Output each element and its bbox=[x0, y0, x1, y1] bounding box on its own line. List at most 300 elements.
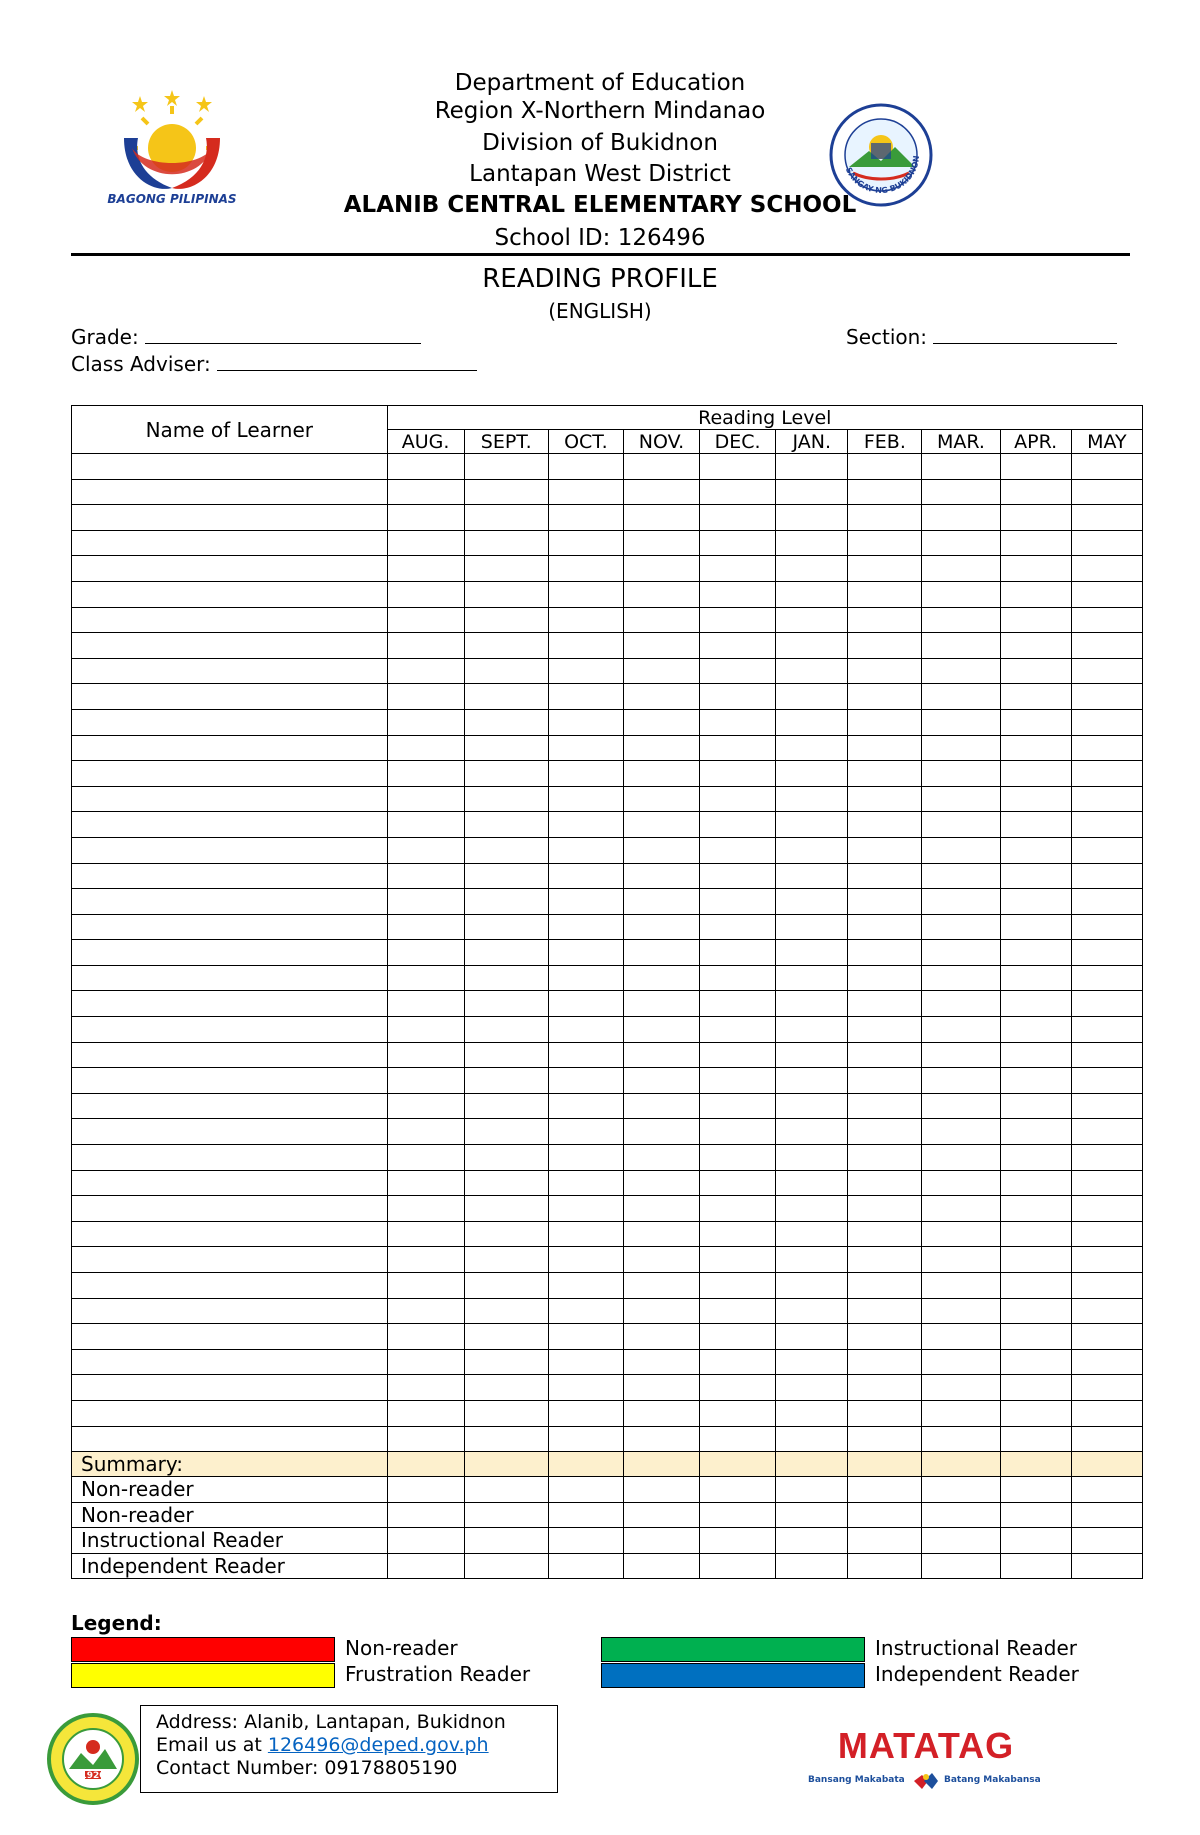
reading-level-cell[interactable] bbox=[922, 607, 1000, 633]
reading-level-cell[interactable] bbox=[1000, 1017, 1071, 1043]
reading-level-cell[interactable] bbox=[387, 735, 464, 761]
table-cell[interactable] bbox=[464, 1528, 548, 1554]
reading-level-cell[interactable] bbox=[623, 1400, 699, 1426]
table-cell[interactable] bbox=[776, 1502, 848, 1528]
learner-name-cell[interactable] bbox=[72, 786, 388, 812]
table-cell[interactable] bbox=[848, 1452, 922, 1477]
reading-level-cell[interactable] bbox=[1071, 1324, 1142, 1350]
reading-level-cell[interactable] bbox=[922, 863, 1000, 889]
reading-level-cell[interactable] bbox=[464, 863, 548, 889]
reading-level-cell[interactable] bbox=[387, 658, 464, 684]
reading-level-cell[interactable] bbox=[1071, 1400, 1142, 1426]
grade-blank[interactable] bbox=[145, 325, 421, 344]
reading-level-cell[interactable] bbox=[387, 761, 464, 787]
reading-level-cell[interactable] bbox=[548, 1273, 623, 1299]
reading-level-cell[interactable] bbox=[387, 940, 464, 966]
reading-level-cell[interactable] bbox=[700, 607, 776, 633]
table-cell[interactable] bbox=[1071, 1528, 1142, 1554]
reading-level-cell[interactable] bbox=[1071, 479, 1142, 505]
reading-level-cell[interactable] bbox=[548, 1375, 623, 1401]
table-cell[interactable] bbox=[387, 1553, 464, 1579]
reading-level-cell[interactable] bbox=[1000, 1375, 1071, 1401]
reading-level-cell[interactable] bbox=[848, 863, 922, 889]
reading-level-cell[interactable] bbox=[700, 1298, 776, 1324]
reading-level-cell[interactable] bbox=[848, 812, 922, 838]
reading-level-cell[interactable] bbox=[848, 1170, 922, 1196]
reading-level-cell[interactable] bbox=[700, 684, 776, 710]
table-cell[interactable] bbox=[464, 1452, 548, 1477]
reading-level-cell[interactable] bbox=[848, 1068, 922, 1094]
reading-level-cell[interactable] bbox=[1071, 837, 1142, 863]
table-cell[interactable] bbox=[1000, 1452, 1071, 1477]
reading-level-cell[interactable] bbox=[1000, 1349, 1071, 1375]
learner-name-cell[interactable] bbox=[72, 991, 388, 1017]
reading-level-cell[interactable] bbox=[464, 1400, 548, 1426]
table-cell[interactable] bbox=[1071, 1502, 1142, 1528]
reading-level-cell[interactable] bbox=[848, 1247, 922, 1273]
reading-level-cell[interactable] bbox=[1071, 1298, 1142, 1324]
reading-level-cell[interactable] bbox=[700, 1068, 776, 1094]
reading-level-cell[interactable] bbox=[922, 505, 1000, 531]
reading-level-cell[interactable] bbox=[1071, 1119, 1142, 1145]
reading-level-cell[interactable] bbox=[623, 709, 699, 735]
reading-level-cell[interactable] bbox=[922, 658, 1000, 684]
reading-level-cell[interactable] bbox=[1000, 735, 1071, 761]
reading-level-cell[interactable] bbox=[623, 1349, 699, 1375]
reading-level-cell[interactable] bbox=[1000, 709, 1071, 735]
reading-level-cell[interactable] bbox=[922, 812, 1000, 838]
table-cell[interactable] bbox=[1071, 1553, 1142, 1579]
table-cell[interactable] bbox=[776, 1452, 848, 1477]
reading-level-cell[interactable] bbox=[548, 1426, 623, 1452]
reading-level-cell[interactable] bbox=[623, 761, 699, 787]
reading-level-cell[interactable] bbox=[623, 914, 699, 940]
table-cell[interactable] bbox=[548, 1528, 623, 1554]
reading-level-cell[interactable] bbox=[387, 505, 464, 531]
reading-level-cell[interactable] bbox=[776, 1170, 848, 1196]
reading-level-cell[interactable] bbox=[700, 1221, 776, 1247]
reading-level-cell[interactable] bbox=[387, 889, 464, 915]
section-field[interactable] bbox=[846, 325, 1117, 349]
reading-level-cell[interactable] bbox=[1071, 709, 1142, 735]
reading-level-cell[interactable] bbox=[1000, 786, 1071, 812]
email-link[interactable]: 126496@deped.gov.ph bbox=[267, 1734, 489, 1756]
table-cell[interactable] bbox=[1000, 1528, 1071, 1554]
learner-name-cell[interactable] bbox=[72, 633, 388, 659]
reading-level-cell[interactable] bbox=[776, 581, 848, 607]
table-cell[interactable] bbox=[623, 1502, 699, 1528]
reading-level-cell[interactable] bbox=[776, 1273, 848, 1299]
reading-level-cell[interactable] bbox=[1071, 889, 1142, 915]
reading-level-cell[interactable] bbox=[464, 505, 548, 531]
reading-level-cell[interactable] bbox=[548, 1196, 623, 1222]
reading-level-cell[interactable] bbox=[700, 735, 776, 761]
reading-level-cell[interactable] bbox=[1000, 914, 1071, 940]
reading-level-cell[interactable] bbox=[387, 607, 464, 633]
reading-level-cell[interactable] bbox=[464, 633, 548, 659]
reading-level-cell[interactable] bbox=[387, 965, 464, 991]
learner-name-cell[interactable] bbox=[72, 1349, 388, 1375]
reading-level-cell[interactable] bbox=[548, 1247, 623, 1273]
reading-level-cell[interactable] bbox=[464, 1093, 548, 1119]
reading-level-cell[interactable] bbox=[623, 479, 699, 505]
reading-level-cell[interactable] bbox=[387, 1170, 464, 1196]
reading-level-cell[interactable] bbox=[387, 530, 464, 556]
reading-level-cell[interactable] bbox=[1071, 530, 1142, 556]
reading-level-cell[interactable] bbox=[623, 1375, 699, 1401]
reading-level-cell[interactable] bbox=[700, 658, 776, 684]
reading-level-cell[interactable] bbox=[848, 914, 922, 940]
table-cell[interactable] bbox=[1071, 1477, 1142, 1503]
reading-level-cell[interactable] bbox=[776, 1221, 848, 1247]
reading-level-cell[interactable] bbox=[776, 1400, 848, 1426]
reading-level-cell[interactable] bbox=[848, 505, 922, 531]
table-cell[interactable] bbox=[464, 1477, 548, 1503]
reading-level-cell[interactable] bbox=[922, 761, 1000, 787]
reading-level-cell[interactable] bbox=[922, 1119, 1000, 1145]
reading-level-cell[interactable] bbox=[387, 1042, 464, 1068]
learner-name-cell[interactable] bbox=[72, 1247, 388, 1273]
reading-level-cell[interactable] bbox=[548, 454, 623, 480]
table-cell[interactable] bbox=[387, 1528, 464, 1554]
learner-name-cell[interactable] bbox=[72, 1068, 388, 1094]
reading-level-cell[interactable] bbox=[548, 709, 623, 735]
table-cell[interactable] bbox=[1000, 1553, 1071, 1579]
reading-level-cell[interactable] bbox=[464, 1145, 548, 1171]
reading-level-cell[interactable] bbox=[776, 607, 848, 633]
reading-level-cell[interactable] bbox=[1000, 965, 1071, 991]
reading-level-cell[interactable] bbox=[1000, 1247, 1071, 1273]
reading-level-cell[interactable] bbox=[700, 1093, 776, 1119]
reading-level-cell[interactable] bbox=[464, 479, 548, 505]
table-cell[interactable] bbox=[922, 1502, 1000, 1528]
reading-level-cell[interactable] bbox=[464, 1017, 548, 1043]
table-cell[interactable] bbox=[1000, 1477, 1071, 1503]
table-cell[interactable] bbox=[700, 1528, 776, 1554]
reading-level-cell[interactable] bbox=[922, 1145, 1000, 1171]
reading-level-cell[interactable] bbox=[464, 556, 548, 582]
reading-level-cell[interactable] bbox=[848, 581, 922, 607]
learner-name-cell[interactable] bbox=[72, 1221, 388, 1247]
adviser-blank[interactable] bbox=[217, 352, 477, 371]
reading-level-cell[interactable] bbox=[848, 1221, 922, 1247]
learner-name-cell[interactable] bbox=[72, 761, 388, 787]
reading-level-cell[interactable] bbox=[1071, 556, 1142, 582]
table-cell[interactable] bbox=[548, 1553, 623, 1579]
reading-level-cell[interactable] bbox=[922, 633, 1000, 659]
reading-level-cell[interactable] bbox=[464, 1298, 548, 1324]
reading-level-cell[interactable] bbox=[700, 1170, 776, 1196]
reading-level-cell[interactable] bbox=[1000, 1170, 1071, 1196]
learner-name-cell[interactable] bbox=[72, 1298, 388, 1324]
reading-level-cell[interactable] bbox=[548, 607, 623, 633]
reading-level-cell[interactable] bbox=[464, 812, 548, 838]
table-cell[interactable] bbox=[387, 1477, 464, 1503]
reading-level-cell[interactable] bbox=[848, 479, 922, 505]
reading-level-cell[interactable] bbox=[848, 965, 922, 991]
reading-level-cell[interactable] bbox=[464, 607, 548, 633]
reading-level-cell[interactable] bbox=[464, 991, 548, 1017]
table-cell[interactable] bbox=[1071, 1452, 1142, 1477]
reading-level-cell[interactable] bbox=[548, 812, 623, 838]
learner-name-cell[interactable] bbox=[72, 684, 388, 710]
reading-level-cell[interactable] bbox=[1000, 991, 1071, 1017]
learner-name-cell[interactable] bbox=[72, 530, 388, 556]
reading-level-cell[interactable] bbox=[548, 1017, 623, 1043]
learner-name-cell[interactable] bbox=[72, 863, 388, 889]
reading-level-cell[interactable] bbox=[623, 1093, 699, 1119]
reading-level-cell[interactable] bbox=[387, 837, 464, 863]
reading-level-cell[interactable] bbox=[776, 530, 848, 556]
reading-level-cell[interactable] bbox=[1071, 991, 1142, 1017]
reading-level-cell[interactable] bbox=[848, 530, 922, 556]
reading-level-cell[interactable] bbox=[700, 581, 776, 607]
reading-level-cell[interactable] bbox=[548, 914, 623, 940]
reading-level-cell[interactable] bbox=[548, 940, 623, 966]
reading-level-cell[interactable] bbox=[464, 940, 548, 966]
reading-level-cell[interactable] bbox=[1000, 556, 1071, 582]
table-cell[interactable] bbox=[700, 1452, 776, 1477]
reading-level-cell[interactable] bbox=[776, 761, 848, 787]
learner-name-cell[interactable] bbox=[72, 965, 388, 991]
reading-level-cell[interactable] bbox=[848, 454, 922, 480]
reading-level-cell[interactable] bbox=[464, 837, 548, 863]
reading-level-cell[interactable] bbox=[776, 556, 848, 582]
reading-level-cell[interactable] bbox=[700, 530, 776, 556]
reading-level-cell[interactable] bbox=[387, 914, 464, 940]
reading-level-cell[interactable] bbox=[464, 1170, 548, 1196]
learner-name-cell[interactable] bbox=[72, 735, 388, 761]
reading-level-cell[interactable] bbox=[700, 1324, 776, 1350]
reading-level-cell[interactable] bbox=[1000, 1145, 1071, 1171]
reading-level-cell[interactable] bbox=[548, 1093, 623, 1119]
table-cell[interactable] bbox=[700, 1477, 776, 1503]
reading-level-cell[interactable] bbox=[848, 735, 922, 761]
reading-level-cell[interactable] bbox=[848, 991, 922, 1017]
reading-level-cell[interactable] bbox=[623, 1042, 699, 1068]
reading-level-cell[interactable] bbox=[623, 1170, 699, 1196]
reading-level-cell[interactable] bbox=[387, 1324, 464, 1350]
reading-level-cell[interactable] bbox=[700, 633, 776, 659]
reading-level-cell[interactable] bbox=[387, 812, 464, 838]
reading-level-cell[interactable] bbox=[922, 1068, 1000, 1094]
reading-level-cell[interactable] bbox=[1000, 530, 1071, 556]
learner-name-cell[interactable] bbox=[72, 1400, 388, 1426]
reading-level-cell[interactable] bbox=[623, 991, 699, 1017]
reading-level-cell[interactable] bbox=[700, 709, 776, 735]
reading-level-cell[interactable] bbox=[387, 454, 464, 480]
reading-level-cell[interactable] bbox=[1000, 581, 1071, 607]
reading-level-cell[interactable] bbox=[700, 1145, 776, 1171]
reading-level-cell[interactable] bbox=[922, 1196, 1000, 1222]
reading-level-cell[interactable] bbox=[464, 709, 548, 735]
reading-level-cell[interactable] bbox=[1000, 940, 1071, 966]
reading-level-cell[interactable] bbox=[387, 479, 464, 505]
reading-level-cell[interactable] bbox=[922, 965, 1000, 991]
table-cell[interactable] bbox=[548, 1502, 623, 1528]
reading-level-cell[interactable] bbox=[848, 709, 922, 735]
table-cell[interactable] bbox=[776, 1477, 848, 1503]
learner-name-cell[interactable] bbox=[72, 1170, 388, 1196]
reading-level-cell[interactable] bbox=[700, 1119, 776, 1145]
reading-level-cell[interactable] bbox=[776, 837, 848, 863]
reading-level-cell[interactable] bbox=[464, 1247, 548, 1273]
reading-level-cell[interactable] bbox=[1071, 1221, 1142, 1247]
reading-level-cell[interactable] bbox=[387, 1093, 464, 1119]
reading-level-cell[interactable] bbox=[464, 889, 548, 915]
learner-name-cell[interactable] bbox=[72, 812, 388, 838]
reading-level-cell[interactable] bbox=[1071, 505, 1142, 531]
reading-level-cell[interactable] bbox=[922, 709, 1000, 735]
reading-level-cell[interactable] bbox=[848, 1093, 922, 1119]
reading-level-cell[interactable] bbox=[387, 863, 464, 889]
reading-level-cell[interactable] bbox=[1071, 965, 1142, 991]
reading-level-cell[interactable] bbox=[1000, 1221, 1071, 1247]
reading-level-cell[interactable] bbox=[623, 1426, 699, 1452]
reading-level-cell[interactable] bbox=[548, 1298, 623, 1324]
reading-level-cell[interactable] bbox=[700, 786, 776, 812]
reading-level-cell[interactable] bbox=[776, 1247, 848, 1273]
table-cell[interactable] bbox=[776, 1553, 848, 1579]
reading-level-cell[interactable] bbox=[848, 1375, 922, 1401]
reading-level-cell[interactable] bbox=[464, 1375, 548, 1401]
reading-level-cell[interactable] bbox=[548, 1170, 623, 1196]
reading-level-cell[interactable] bbox=[700, 505, 776, 531]
reading-level-cell[interactable] bbox=[776, 991, 848, 1017]
reading-level-cell[interactable] bbox=[776, 1324, 848, 1350]
reading-level-cell[interactable] bbox=[776, 633, 848, 659]
reading-level-cell[interactable] bbox=[848, 607, 922, 633]
reading-level-cell[interactable] bbox=[1000, 684, 1071, 710]
reading-level-cell[interactable] bbox=[387, 633, 464, 659]
reading-level-cell[interactable] bbox=[776, 1145, 848, 1171]
reading-level-cell[interactable] bbox=[464, 761, 548, 787]
reading-level-cell[interactable] bbox=[700, 1042, 776, 1068]
reading-level-cell[interactable] bbox=[548, 1042, 623, 1068]
reading-level-cell[interactable] bbox=[1000, 633, 1071, 659]
grade-field[interactable] bbox=[71, 325, 421, 349]
reading-level-cell[interactable] bbox=[700, 1426, 776, 1452]
reading-level-cell[interactable] bbox=[387, 1298, 464, 1324]
reading-level-cell[interactable] bbox=[623, 1145, 699, 1171]
reading-level-cell[interactable] bbox=[623, 556, 699, 582]
reading-level-cell[interactable] bbox=[548, 658, 623, 684]
reading-level-cell[interactable] bbox=[623, 786, 699, 812]
reading-level-cell[interactable] bbox=[776, 1042, 848, 1068]
reading-level-cell[interactable] bbox=[1071, 914, 1142, 940]
reading-level-cell[interactable] bbox=[922, 1400, 1000, 1426]
reading-level-cell[interactable] bbox=[464, 1349, 548, 1375]
learner-name-cell[interactable] bbox=[72, 1196, 388, 1222]
reading-level-cell[interactable] bbox=[387, 1068, 464, 1094]
reading-level-cell[interactable] bbox=[464, 1042, 548, 1068]
reading-level-cell[interactable] bbox=[1071, 735, 1142, 761]
learner-name-cell[interactable] bbox=[72, 556, 388, 582]
reading-level-cell[interactable] bbox=[1071, 1068, 1142, 1094]
reading-level-cell[interactable] bbox=[700, 1349, 776, 1375]
reading-level-cell[interactable] bbox=[464, 1196, 548, 1222]
reading-level-cell[interactable] bbox=[1071, 633, 1142, 659]
reading-level-cell[interactable] bbox=[700, 1196, 776, 1222]
reading-level-cell[interactable] bbox=[1000, 1042, 1071, 1068]
learner-name-cell[interactable] bbox=[72, 1426, 388, 1452]
table-cell[interactable] bbox=[1000, 1502, 1071, 1528]
table-cell[interactable] bbox=[623, 1452, 699, 1477]
reading-level-cell[interactable] bbox=[700, 1273, 776, 1299]
reading-level-cell[interactable] bbox=[776, 863, 848, 889]
reading-level-cell[interactable] bbox=[623, 863, 699, 889]
reading-level-cell[interactable] bbox=[1000, 761, 1071, 787]
reading-level-cell[interactable] bbox=[1071, 863, 1142, 889]
reading-level-cell[interactable] bbox=[700, 1400, 776, 1426]
reading-level-cell[interactable] bbox=[922, 1170, 1000, 1196]
table-cell[interactable] bbox=[548, 1452, 623, 1477]
reading-level-cell[interactable] bbox=[848, 633, 922, 659]
reading-level-cell[interactable] bbox=[1071, 940, 1142, 966]
reading-level-cell[interactable] bbox=[922, 1298, 1000, 1324]
learner-name-cell[interactable] bbox=[72, 1017, 388, 1043]
learner-name-cell[interactable] bbox=[72, 1145, 388, 1171]
reading-level-cell[interactable] bbox=[922, 1221, 1000, 1247]
reading-level-cell[interactable] bbox=[623, 812, 699, 838]
reading-level-cell[interactable] bbox=[776, 479, 848, 505]
reading-level-cell[interactable] bbox=[464, 658, 548, 684]
reading-level-cell[interactable] bbox=[548, 991, 623, 1017]
reading-level-cell[interactable] bbox=[1071, 658, 1142, 684]
reading-level-cell[interactable] bbox=[623, 940, 699, 966]
reading-level-cell[interactable] bbox=[1071, 684, 1142, 710]
reading-level-cell[interactable] bbox=[848, 940, 922, 966]
reading-level-cell[interactable] bbox=[776, 1426, 848, 1452]
reading-level-cell[interactable] bbox=[548, 1068, 623, 1094]
learner-name-cell[interactable] bbox=[72, 658, 388, 684]
reading-level-cell[interactable] bbox=[776, 786, 848, 812]
learner-name-cell[interactable] bbox=[72, 837, 388, 863]
reading-level-cell[interactable] bbox=[548, 479, 623, 505]
reading-level-cell[interactable] bbox=[922, 837, 1000, 863]
reading-level-cell[interactable] bbox=[623, 889, 699, 915]
reading-level-cell[interactable] bbox=[922, 479, 1000, 505]
reading-level-cell[interactable] bbox=[548, 786, 623, 812]
reading-level-cell[interactable] bbox=[387, 556, 464, 582]
reading-level-cell[interactable] bbox=[922, 1324, 1000, 1350]
reading-level-cell[interactable] bbox=[922, 556, 1000, 582]
reading-level-cell[interactable] bbox=[922, 1017, 1000, 1043]
reading-level-cell[interactable] bbox=[922, 1426, 1000, 1452]
reading-level-cell[interactable] bbox=[700, 991, 776, 1017]
table-cell[interactable] bbox=[387, 1502, 464, 1528]
reading-level-cell[interactable] bbox=[1000, 1324, 1071, 1350]
reading-level-cell[interactable] bbox=[700, 761, 776, 787]
reading-level-cell[interactable] bbox=[464, 1273, 548, 1299]
reading-level-cell[interactable] bbox=[1071, 1349, 1142, 1375]
learner-name-cell[interactable] bbox=[72, 581, 388, 607]
table-cell[interactable] bbox=[848, 1528, 922, 1554]
reading-level-cell[interactable] bbox=[1071, 1247, 1142, 1273]
reading-level-cell[interactable] bbox=[464, 454, 548, 480]
reading-level-cell[interactable] bbox=[548, 1324, 623, 1350]
reading-level-cell[interactable] bbox=[464, 1426, 548, 1452]
reading-level-cell[interactable] bbox=[387, 1119, 464, 1145]
reading-level-cell[interactable] bbox=[623, 658, 699, 684]
reading-level-cell[interactable] bbox=[700, 1247, 776, 1273]
reading-level-cell[interactable] bbox=[1000, 658, 1071, 684]
reading-level-cell[interactable] bbox=[848, 889, 922, 915]
reading-level-cell[interactable] bbox=[776, 1298, 848, 1324]
reading-level-cell[interactable] bbox=[1071, 581, 1142, 607]
learner-name-cell[interactable] bbox=[72, 1042, 388, 1068]
reading-level-cell[interactable] bbox=[776, 1068, 848, 1094]
